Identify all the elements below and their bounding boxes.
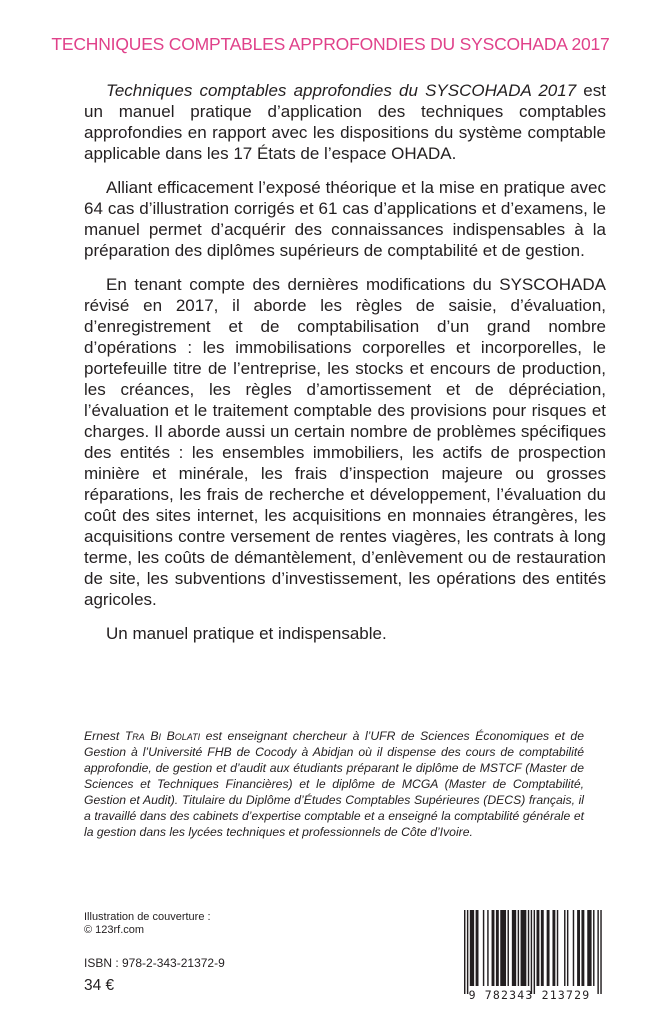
- barcode-bar: [587, 910, 591, 986]
- barcode-bar: [541, 910, 544, 986]
- barcode-bar: [577, 910, 580, 986]
- barcode-bar: [552, 910, 555, 986]
- barcode-bar: [492, 910, 495, 986]
- book-title-inline: Techniques comptables approfondies du SYSCOHADA 2017: [106, 81, 577, 100]
- author-bio: [84, 728, 584, 840]
- author-first-name: Ernest: [84, 729, 125, 743]
- cover-credit-label: Illustration de couverture :: [84, 911, 211, 923]
- book-title-header: TECHNIQUES COMPTABLES APPROFONDIES DU SYSCOHADA 2017: [51, 34, 610, 54]
- barcode-bar: [518, 910, 519, 986]
- description-paragraph-1-rest: est un manuel pratique d’application des techniques comptables approfondies en rapport avec les dispositions du système comptable applicable dans les 17 États de l’espace OHADA.: [84, 81, 606, 163]
- barcode-bar: [537, 910, 540, 986]
- cover-credit-source: © 123rf.com: [84, 924, 145, 936]
- barcode-bar: [476, 910, 479, 986]
- barcode-bar: [547, 910, 550, 986]
- barcode-bar: [581, 910, 584, 986]
- barcode-bar: [470, 910, 474, 986]
- author-last-name: Tra Bi Bolati: [124, 729, 201, 743]
- description-paragraph-3: En tenant compte des dernières modifications du SYSCOHADA révisé en 2017, il aborde les règles de saisie, d’évaluation, d’enregistrement et de comptabilisation d’un grand nombre d’opérations : les immobilisations corporelles et incorporelles, le portefeuille titre de l’entreprise, les stocks et encours de production, les créances, les règles d’amortissement et de dépréciation, l’évaluation et le traitement comptable des provisions pour risques et charges. Il aborde aussi un certain nombre de problèmes spécifiques des entités : les ensembles immobiliers, les actifs de prospection minière et minérale, les frais d’inspection majeure ou grosses réparations, les frais de recherche et développement, l’évaluation du coût des sites internet, les acquisitions en monnaies étrangères, les acquisitions contre versement de rentes viagères, les contrats à long terme, les coûts de démantèlement, d’enlèvement ou de restauration de site, les subventions d’investissement, les opérations des entités agricoles.: [84, 275, 606, 609]
- barcode-bar: [496, 910, 499, 986]
- barcode-bar: [521, 910, 527, 986]
- barcode-bar: [557, 910, 558, 986]
- barcode-bar: [564, 910, 565, 986]
- barcode-bar: [573, 910, 574, 986]
- barcode-bar: [531, 910, 532, 994]
- isbn: ISBN : 978-2-343-21372-9: [84, 956, 225, 970]
- description-paragraph-4: Un manuel pratique et indispensable.: [106, 624, 387, 643]
- barcode-digits: 9 782343 213729: [468, 988, 591, 1002]
- description-paragraph-2: Alliant efficacement l’exposé théorique et la mise en pratique avec 64 cas d’illustration corrigés et 61 cas d’applications et d’examens, le manuel permet d’acquérir des connaissances indispensables à la préparation des diplômes supérieurs de comptabilité et de gestion.: [84, 178, 606, 260]
- barcode-bar: [528, 910, 529, 986]
- barcode-bar: [600, 910, 601, 994]
- barcode-bar: [487, 910, 488, 986]
- description-paragraph-1: [84, 80, 606, 164]
- barcode-bar: [512, 910, 516, 986]
- barcode-bar: [593, 910, 594, 986]
- barcode-bar: [500, 910, 506, 986]
- barcode-bar: [534, 910, 535, 994]
- barcode-bar: [567, 910, 568, 986]
- barcode-bar: [508, 910, 509, 986]
- book-description: [84, 80, 606, 657]
- barcode-bar: [483, 910, 484, 986]
- isbn-barcode: [452, 908, 607, 1000]
- price: 34 €: [84, 977, 115, 994]
- barcode-bar: [464, 910, 465, 994]
- barcode-bar: [597, 910, 598, 994]
- barcode-bar: [467, 910, 468, 994]
- author-bio-text: est enseignant chercheur à l’UFR de Sciences Économiques et de Gestion à l’Université FHB de Cocody à Abidjan où il dispense des cours de comptabilité approfondie, de gestion et d’audit aux étudiants préparant le diplôme de MSTCF (Master de Sciences et Techniques Financières) et le diplôme de MCGA (Master de Comptabilité, Gestion et Audit). Titulaire du Diplôme d’Études Comptables Supérieures (DECS) français, il a travaillé dans des cabinets d’expertise comptable et a enseigné la comptabilité générale et la gestion dans les lycées techniques et professionnels de Côte d’Ivoire.: [84, 729, 584, 839]
- cover-credit: [84, 911, 211, 937]
